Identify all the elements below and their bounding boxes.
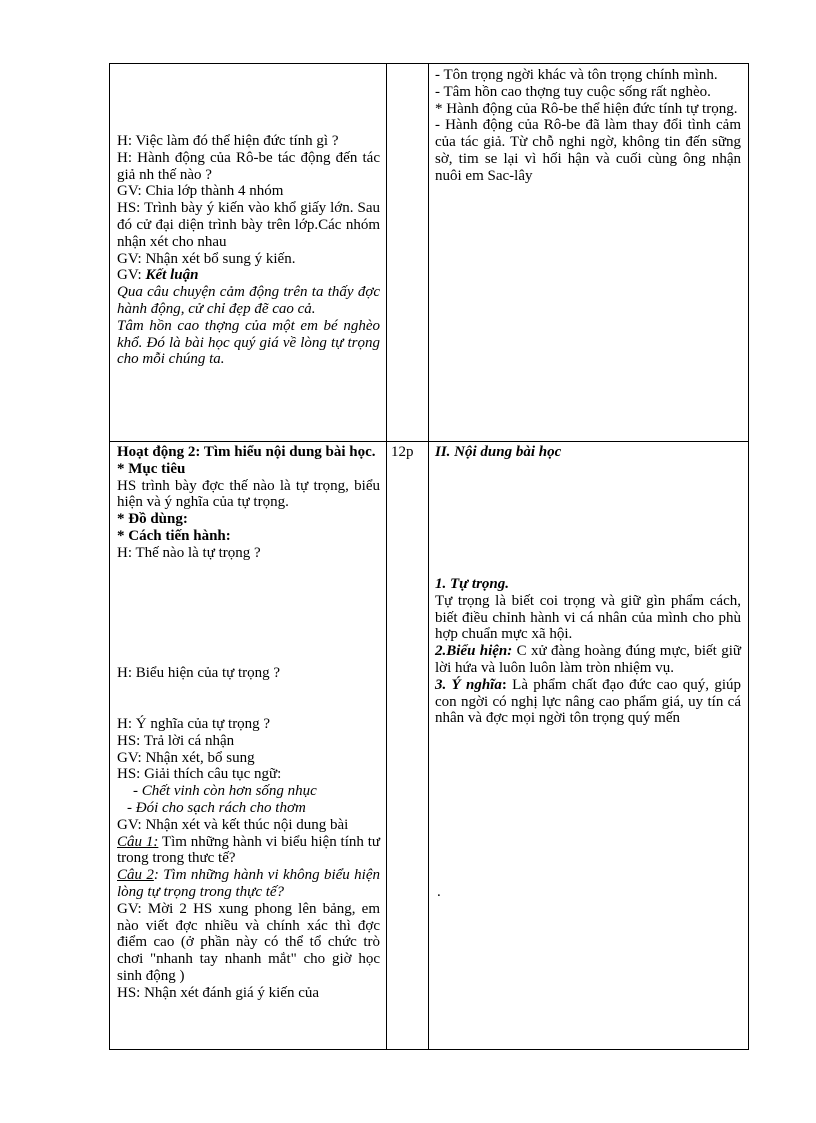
row2-left-cell <box>117 444 380 562</box>
teacher-instruction-groups: GV: Chia lớp thành 4 nhóm <box>117 183 284 200</box>
topic-3-text: Là phẩm chất đạo đức cao quý, giúp con ngời có nghị lực nâng cao phẩm giá, uy tín cá nhân và đợc mọi ngời tôn trọng quý mến <box>435 676 742 727</box>
answer-line-1: - Tôn trọng ngời khác và tôn trọng chính mình. <box>435 67 718 83</box>
student-proverb-task: HS: Giải thích câu tục ngữ: <box>117 766 282 783</box>
exercise-1 <box>117 834 380 868</box>
stray-dot: . <box>437 884 441 900</box>
answer-line-3: * Hành động của Rô-be thể hiện đức tính tự trọng. <box>435 100 738 117</box>
row-divider <box>110 441 748 442</box>
teacher-question-2: H: Hành động của Rô-be tác động đến tác giả nh thế nào ? <box>117 149 380 183</box>
teacher-review: GV: Nhận xét, bổ sung <box>117 749 255 766</box>
muc-tieu-heading: * Mục tiêu <box>117 460 186 477</box>
question-expression-block <box>117 665 380 682</box>
teacher-comment: GV: Nhận xét bổ sung ý kiến. <box>117 250 296 267</box>
column-divider-2 <box>428 64 429 1049</box>
lesson-content-body <box>435 576 741 727</box>
row1-left-cell <box>117 133 380 368</box>
activity-2-title: Hoạt động 2: Tìm hiểu nội dung bài học. <box>117 444 376 460</box>
teacher-invite: GV: Mời 2 HS xung phong lên bảng, em nào viết đợc nhiều và chính xác thì đợc điểm cao (ở phần này có thể tổ chức trò chơi "nhanh tay nhanh mắt" cho giờ học sinh động ) <box>117 900 380 984</box>
time-cell <box>391 444 427 461</box>
conclusion-text-2: Tâm hồn cao thợng của một em bé nghèo khổ. Đó là bài học quý giá về lòng tự trọng cho mỗi chúng ta. <box>117 317 380 368</box>
question-meaning: H: Ý nghĩa của tự trọng ? <box>117 716 271 732</box>
cau2-text: : Tìm những hành vi không biểu hiện lòng tự trọng trong thực tế? <box>117 867 380 900</box>
muc-tieu-text: HS trình bày đợc thế nào là tự trọng, biểu hiện và ý nghĩa của tự trọng. <box>117 477 380 511</box>
topic-2-title: 2.Biểu hiện: <box>435 643 513 660</box>
teacher-question-1: H: Việc làm đó thể hiện đức tính gì ? <box>117 133 339 149</box>
question-expression: H: Biểu hiện của tự trọng ? <box>117 665 281 681</box>
lesson-table <box>109 63 749 1050</box>
conclusion-heading <box>117 267 380 284</box>
student-answer: HS: Trả lời cá nhận <box>117 732 235 749</box>
topic-2-text: C xử đàng hoàng đúng mực, biết giữ lời hứa và luôn luôn làm tròn nhiệm vụ. <box>435 643 741 676</box>
stray-dot-block <box>437 884 457 901</box>
cau2-label: Câu 2 <box>117 867 154 884</box>
row1-right-cell <box>435 67 741 185</box>
answer-line-2: - Tâm hồn cao thợng tuy cuộc sống rất nghèo. <box>435 83 711 100</box>
conclusion-text-1: Qua câu chuyện cảm động trên ta thấy đợc hành động, cử chỉ đẹp đẽ cao cả. <box>117 284 380 317</box>
topic-3-colon: : <box>501 676 507 693</box>
column-divider-1 <box>386 64 387 1049</box>
cau1-text: Tìm những hành vi biểu hiện tính tư trong trong thưc tế? <box>117 833 381 867</box>
exercise-2 <box>117 867 380 901</box>
student-activity: HS: Trình bày ý kiến vào khổ giấy lớn. Sau đó cử đại diện trình bày trên lớp.Các nhóm nhận xét cho nhau <box>117 200 380 250</box>
lesson-content-heading-block <box>435 444 741 461</box>
lesson-content-heading: II. Nội dung bài học <box>435 444 562 460</box>
cach-tien-hanh-heading: * Cách tiến hành: <box>117 527 231 544</box>
student-evaluation: HS: Nhận xét đánh giá ý kiến của <box>117 984 320 1001</box>
topic-1-text: Tự trọng là biết coi trọng và giữ gìn phẩm cách, biết điều chỉnh hành vi cá nhân của mình cho phù hợp chuẩn mực xã hội. <box>435 592 741 643</box>
do-dung-heading: * Đồ dùng: <box>117 511 188 528</box>
proverb-1: - Chết vinh còn hơn sống nhục <box>133 783 317 800</box>
row2-left-lower <box>117 716 380 1002</box>
topic-2 <box>435 643 741 677</box>
topic-3 <box>435 677 741 727</box>
cau1-label: Câu 1: <box>117 833 159 850</box>
answer-line-4: - Hành động của Rô-be đã làm thay đổi tình cảm của tác giả. Từ chỗ nghi ngờ, không tin đến sững sờ, tim se lại vì hối hận và cuối cùng ông nhận nuôi em Sac-lây <box>435 117 741 184</box>
gv-prefix: GV: <box>117 267 146 284</box>
topic-3-title: 3. Ý nghĩa <box>435 676 502 693</box>
question-definition: H: Thế nào là tự trọng ? <box>117 544 261 561</box>
teacher-closing: GV: Nhận xét và kết thúc nội dung bài <box>117 816 349 833</box>
time-value: 12p <box>391 444 414 460</box>
topic-1-title: 1. Tự trọng. <box>435 576 509 592</box>
ket-luan-label: Kết luận <box>145 267 199 284</box>
proverb-2: - Đói cho sạch rách cho thơm <box>127 799 306 816</box>
